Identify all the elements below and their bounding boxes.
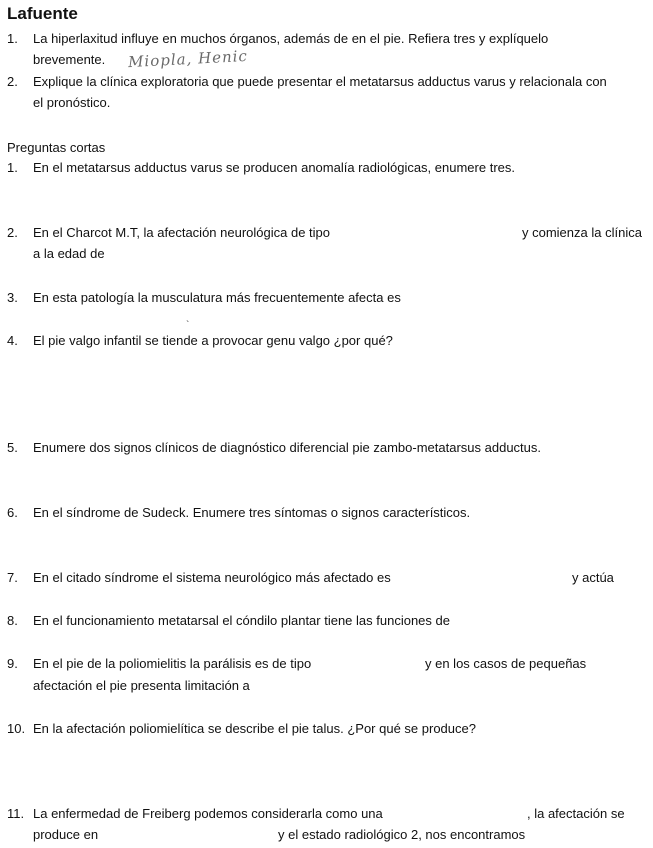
question-text-line2: a la edad de [33,246,105,261]
question-text: La hiperlaxitud influye en muchos órganos, además de en el pie. Refiera tres y explíquelo [33,31,549,46]
handwritten-answer: Miopla, Henic [127,46,249,72]
question-text-continued: y en los casos de pequeñas [425,656,587,671]
question-number: 1. [7,160,18,175]
question-number: 2. [7,225,18,240]
question-number: 4. [7,333,18,348]
question-text-continued: y comienza la clínica [522,225,642,240]
question-number: 11. [7,806,25,821]
question-text: Enumere dos signos clínicos de diagnóstico diferencial pie zambo-metatarsus adductus. [33,440,541,455]
page-title: Lafuente [7,4,78,23]
question-text: En el funcionamiento metatarsal el cóndilo plantar tiene las funciones de [33,613,450,628]
stray-mark: ` [186,320,190,331]
question-number: 10. [7,721,26,736]
question-text: En el metatarsus adductus varus se producen anomalía radiológicas, enumere tres. [33,160,515,175]
question-text-line2: el pronóstico. [33,95,111,110]
question-text: Explique la clínica exploratoria que puede presentar el metatarsus adductus varus y relacionala con [33,74,607,89]
question-text: En el Charcot M.T, la afectación neurológica de tipo [33,225,331,240]
question-number: 5. [7,440,18,455]
question-number: 1. [7,31,18,46]
question-text: En el síndrome de Sudeck. Enumere tres síntomas o signos característicos. [33,505,471,520]
question-number: 9. [7,656,18,671]
question-number: 3. [7,290,18,305]
question-text-line2: produce en [33,827,99,842]
question-text: En esta patología la musculatura más frecuentemente afecta es [33,290,401,305]
question-text-line2-continued: y el estado radiológico 2, nos encontramos [278,827,526,842]
question-text: En el pie de la poliomielitis la parálisis es de tipo [33,656,312,671]
question-number: 7. [7,570,18,585]
question-number: 8. [7,613,18,628]
question-text-continued: y actúa [572,570,614,585]
question-text-line2: brevemente. [33,52,106,67]
question-text: La enfermedad de Freiberg podemos considerarla como una [33,806,383,821]
question-text: En la afectación poliomielítica se describe el pie talus. ¿Por qué se produce? [33,721,476,736]
section-heading: Preguntas cortas [7,140,106,155]
question-text-line2: afectación el pie presenta limitación a [33,678,250,693]
question-number: 2. [7,74,18,89]
question-number: 6. [7,505,18,520]
question-text-continued: , la afectación se [527,806,625,821]
question-text: En el citado síndrome el sistema neurológico más afectado es [33,570,391,585]
question-text: El pie valgo infantil se tiende a provocar genu valgo ¿por qué? [33,333,393,348]
